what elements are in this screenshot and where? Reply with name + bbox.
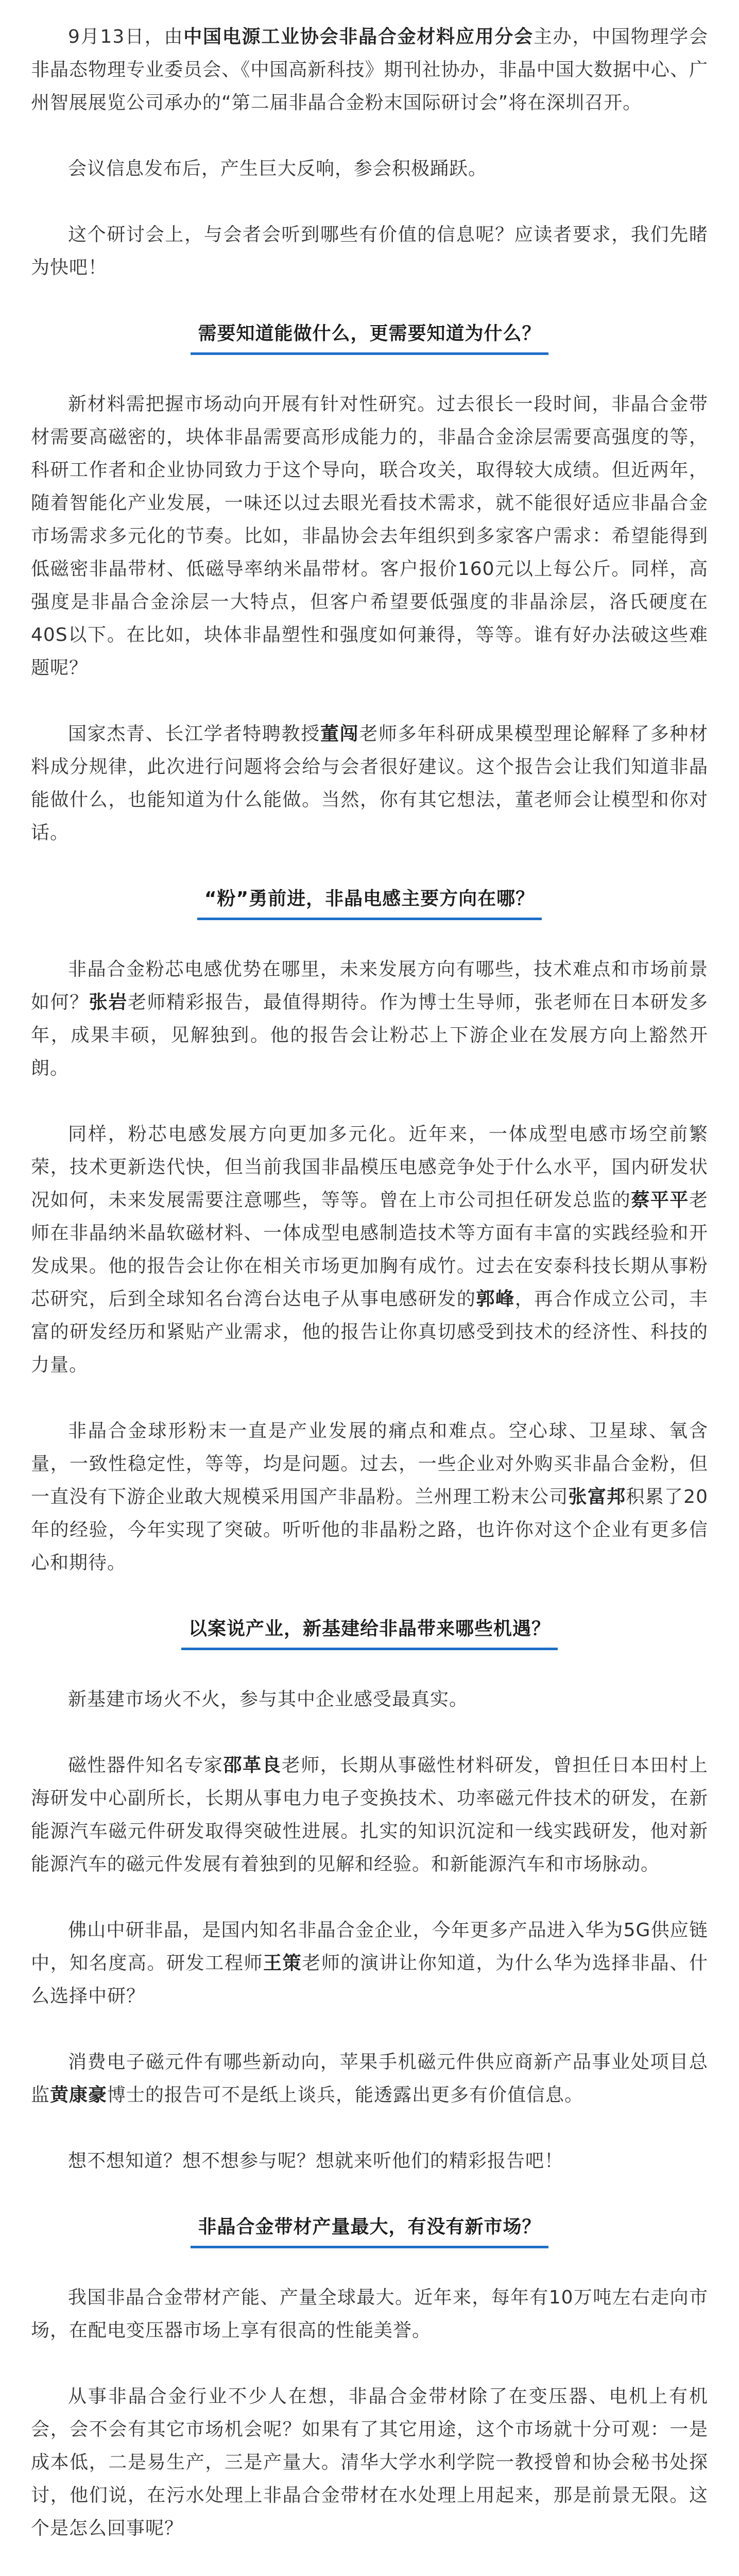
paragraph [31,1118,708,1382]
text-run: ，再合作成立公司，丰富的研发经历和紧贴产业需求，他的报告让你真切感受到技术的经济性、科技的力量。 [31,1289,708,1376]
highlighted-name: 董闯 [320,723,359,744]
highlighted-name: 王策 [263,1953,302,1974]
paragraph [31,1914,708,2013]
paragraph [31,152,708,185]
text-run: 我国非晶合金带材产能、产量全球最大。近年来，每年有10万吨左右走向市场，在配电变压器市场上享有很高的性能美誉。 [31,2287,708,2341]
text-run: 国家杰青、长江学者特聘教授 [68,723,320,744]
text-run: 消费电子磁元件有哪些新动向，苹果手机磁元件供应商新产品事业处项目总监 [31,2052,708,2106]
text-run: 佛山中研非晶，是国内知名非晶合金企业，今年更多产品进入华为5G供应链中，知名度高。研发工程师 [31,1920,708,1974]
section-heading: 非晶合金带材产量最大，有没有新市场？ [191,2212,548,2248]
highlighted-name: 张富邦 [568,1486,626,1507]
highlighted-name: 张岩 [89,992,128,1013]
text-run: 想不想知道？想不想参与呢？想就来听他们的精彩报告吧！ [68,2150,564,2172]
text-run: 新基建市场火不火，参与其中企业感受最真实。 [68,1689,469,1710]
section-heading: “粉”勇前进，非晶电感主要方向在哪？ [197,884,542,920]
text-run: 同样，粉芯电感发展方向更加多元化。近年来，一体成型电感市场空前繁荣，技术更新迭代快，但当前我国非晶模压电感竞争处于什么水平，国内研发状况如何，未来发展需要注意哪些，等等。曾在上市公司担任研发总监的 [31,1124,708,1211]
text-run: 非晶合金粉芯电感优势在哪里，未来发展方向有哪些，技术难点和市场前景如何？ [31,959,708,1013]
highlighted-name: 中国电源工业协会非晶合金材料应用分会 [183,26,534,47]
paragraph [31,1749,708,1881]
text-run: 会议信息发布后，产生巨大反响，参会积极踊跃。 [68,158,488,179]
text-run: 新材料需把握市场动向开展有针对性研究。过去很长一段时间，非晶合金带材需要高磁密的，块体非晶需要高形成能力的，非晶合金涂层需要高强度的等，科研工作者和企业协同致力于这个导向，联合攻关，取得较大成绩。但近两年，随着智能化产业发展，一味还以过去眼光看技术需求，就不能很好适应非晶合金市场需求多元化的节奏。比如，非晶协会去年组织到多家客户需求：希望能得到低磁密非晶带材、低磁导率纳米晶带材。客户报价160元以上每公斤。同样，高强度是非晶合金涂层一大特点，但客户希望要低强度的非晶涂层，洛氏硬度在40S以下。在比如，块体非晶塑性和强度如何兼得，等等。谁有好办法破这些难题呢？ [31,394,708,679]
text-run: 这个研讨会上，与会者会听到哪些有价值的信息呢？应读者要求，我们先睹为快吧！ [31,224,708,278]
section-heading: 需要知道能做什么，更需要知道为什么？ [191,318,548,355]
paragraph [31,2046,708,2112]
paragraph [31,388,708,685]
text-run: 积累了20年的经验，今年实现了突破。听听他的非晶粉之路，也许你对这个企业有更多信心和期待。 [31,1486,708,1573]
paragraph [31,1415,708,1580]
text-run: 老师精彩报告，最值得期待。作为博士生导师，张老师在日本研发多年，成果丰硕，见解独到。他的报告会让粉芯上下游企业在发展方向上豁然开朗。 [31,992,708,1079]
text-run: 老师的演讲让你知道，为什么华为选择非晶、什么选择中研？ [31,1953,708,2007]
text-run: 9月13日，由 [68,26,184,47]
text-run: 非晶合金球形粉末一直是产业发展的痛点和难点。空心球、卫星球、氧含量，一致性稳定性，等等，均是问题。过去，一些企业对外购买非晶合金粉，但一直没有下游企业敢大规模采用国产非晶粉。兰州理工粉末公司 [31,1420,708,1507]
text-run: 从事非晶合金行业不少人在想，非晶合金带材除了在变压器、电机上有机会，会不会有其它市场机会呢？如果有了其它用途，这个市场就十分可观：一是成本低，二是易生产，三是产量大。清华大学水利学院一教授曾和协会秘书处探讨，他们说，在污水处理上非晶合金带材在水处理上用起来，那是前景无限。这个是怎么回事呢？ [31,2386,708,2539]
highlighted-name: 蔡平平 [631,1190,689,1211]
text-run: 老师，长期从事磁性材料研发，曾担任日本田村上海研发中心副所长，长期从事电力电子变换技术、功率磁元件技术的研发，在新能源汽车磁元件研发取得突破性进展。扎实的知识沉淀和一线实践研发，他对新能源汽车的磁元件发展有着独到的见解和经验。和新能源汽车和市场脉动。 [31,1755,708,1875]
text-run: 博士的报告可不是纸上谈兵，能透露出更多有价值信息。 [107,2084,584,2106]
section-heading-wrap [31,317,708,355]
text-run: 磁性器件知名专家 [68,1755,224,1776]
paragraph [31,218,708,284]
section-heading-wrap [31,1613,708,1650]
intro-paragraph [31,21,708,120]
highlighted-name: 邵革良 [223,1755,282,1776]
highlighted-name: 郭峰 [476,1289,515,1310]
paragraph [31,1683,708,1716]
section-heading-wrap [31,2211,708,2248]
paragraph [31,718,708,850]
highlighted-name: 黄康豪 [50,2084,108,2106]
paragraph [31,2145,708,2178]
text-run: 老师多年科研成果模型理论解释了多种材料成分规律，此次进行问题将会给与会者很好建议。这个报告会让我们知道非晶能做什么，也能知道为什么能做。当然，你有其它想法，董老师会让模型和你对话。 [31,723,708,843]
paragraph [31,2281,708,2347]
paragraph [31,2380,708,2545]
paragraph [31,953,708,1085]
section-heading: 以案说产业，新基建给非晶带来哪些机遇？ [181,1614,558,1650]
text-run: 老师在非晶纳米晶软磁材料、一体成型电感制造技术等方面有丰富的实践经验和开发成果。他的报告会让你在相关市场更加胸有成竹。过去在安泰科技长期从事粉芯研究，后到全球知名台湾台达电子从事电感研发的 [31,1190,708,1310]
text-run: 主办，中国物理学会非晶态物理专业委员会、《中国高新科技》期刊社协办，非晶中国大数据中心、广州智展展览公司承办的“第二届非晶合金粉末国际研讨会”将在深圳召开。 [31,26,708,113]
section-heading-wrap [31,883,708,920]
